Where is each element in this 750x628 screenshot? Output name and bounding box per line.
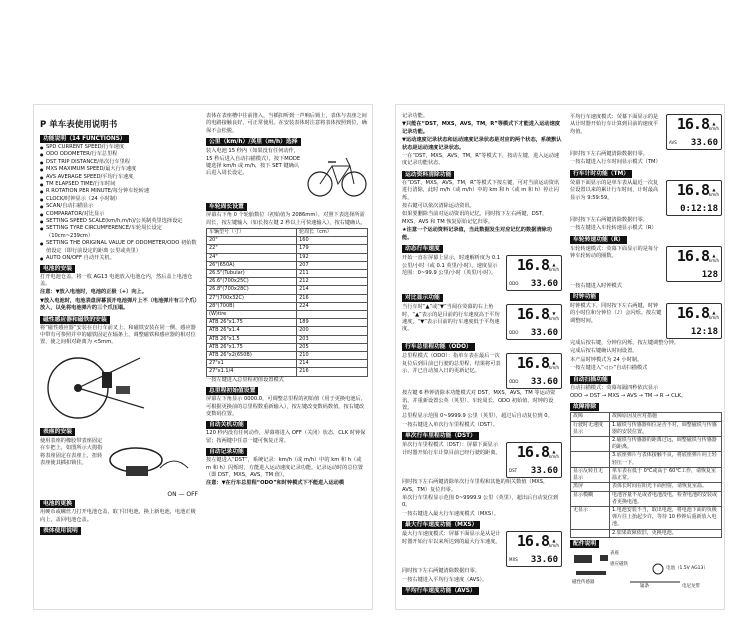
lcd-screen [666, 246, 722, 282]
avs-text: 平均行车速度模式：荧幕下面显示的是从计时器开始行车计算到目前的速度平均值。 [570, 114, 659, 135]
r-text: 车轮转速模式：荧幕下面显示的是每分钟车轮转动的圈数。 [570, 245, 659, 260]
odo-text-4: 一按右键进入单次行车里程模式（DST）。 [402, 421, 499, 428]
function-item: ● SPD CURRENT SPEED/行车速度 [40, 144, 198, 151]
part-bracket-label: 表座 [610, 550, 619, 556]
table-cell [297, 311, 368, 319]
odo-init-header: 总里程初始值设置 [206, 387, 258, 395]
table-cell: 212 [297, 278, 368, 286]
table-row [207, 261, 368, 269]
table-cell: 2.磁铁与传感器的距离过远，调整磁铁与传感器的距离。 [610, 437, 722, 452]
lcd-mode: ODO [509, 378, 519, 384]
mxs-text-2: 同时按下左右两键清除数据归零。 [402, 568, 480, 575]
battery-header: 电池的安装 [40, 265, 75, 273]
lcd-lower: 33.60 [690, 138, 718, 148]
lcd-lower: 33.60 [530, 279, 558, 290]
holder-header: 表座的安装 [40, 428, 75, 436]
lcd-lower: 128 [701, 269, 718, 280]
lcd-unit-label: km/h [708, 126, 719, 131]
table-row [571, 452, 722, 467]
tm-text: 荧幕下面显示的是单车表从最近一次复位设置以来的累计行车时间，计时最高显示为 9:59:59。 [570, 179, 659, 201]
lcd-screen [666, 303, 722, 339]
table-header-cell: 故障原因及应对措施 [610, 413, 722, 421]
lcd-unit-label: km/h [548, 454, 559, 460]
table-header-cell: 轮周长（cm） [297, 229, 368, 237]
press-text: 一在“DST，MXS，AVS，TM，R”等模式下，按动左键，进入运动速度记录功能状态。 [402, 153, 560, 167]
table-row [207, 245, 368, 253]
battery-note-2: ▼放入电池时，电池表盘屏幕顶开电池弹片上不（电池弹片有三个爪）放入，以免将电池弹片的三个爪压塌。 [40, 297, 198, 312]
clock-text: 时钟模式下，同时按下左右两键，时钟的小时位和分钟位（♪）会闪烁。按左键调整时间。 [570, 303, 662, 324]
clear-text: 在“DST，MXS，AVS，TM，R”等模式下按左键，可对当前运动资讯进行清除，此时 m/h（或 m/h）中的 km 和 h（或 m 和 h）停止闪烁。 [402, 179, 560, 201]
table-cell: 27"(700x32C) [207, 294, 297, 302]
speed-text: 开始一直在屏幕上显示，时速解析度为 0.1 公里/小时（或 0.1 英里/小时）。速度显示范围：0~99.9 公里/小时（英里/小时）。 [402, 255, 501, 276]
left-column-2 [206, 113, 368, 489]
trouble-header: 故障排除 [570, 403, 599, 411]
lcd-trend: ▲ [552, 360, 556, 366]
part-magnet-label: 感应磁铁 [610, 561, 628, 567]
lcd-unit [549, 538, 559, 548]
table-row [207, 302, 368, 310]
clock-text-2: 完成后按右键，分钟位闪烁，按左键调整分钟。 [570, 340, 679, 347]
tm-text-2: 同时按下左右两键清除数据归零。 [570, 216, 648, 223]
lcd-speed: 16.8 [676, 246, 709, 265]
lcd-lower: 12:18 [690, 327, 718, 338]
odo-text-3: 总里程显示范围 0~9999.9 公里（英里），超过后自动复位到 0。 [402, 413, 553, 420]
clock-text-3: 完成后按右键确认时间设置。 [570, 348, 638, 355]
function-item: ● ODO ODOMETER/行车总里程 [40, 151, 198, 158]
lcd-unit-label: km/h [708, 257, 719, 263]
record-note: 注意：▼在行车总里程“ODO”和时钟模式下不能进入运动模 [206, 480, 345, 487]
table-header-cell: 车辆型号（寸） [207, 229, 297, 237]
comparator-text: 当行车时“▲”或“▼”当阅在荧幕的右上角时，“▲”表示的是目前的行车速度高于平均速度，“▼”表示目前的行车速度低于平均速度。 [402, 304, 500, 333]
clear-note: ★注意一个运动资料记录值，当此数据发生对应记忆的数据清除功能。 [402, 227, 552, 241]
table-row [207, 343, 368, 351]
table-row [207, 311, 368, 319]
dst-text: 单次行车里程模式（DST）：屏幕下面显示计时器开始行车计算目前已经行驶的距离。 [402, 442, 501, 456]
note-a: ▼只能在“DST，MXS，AVS，TM，R”等模式下才能进入运动速度记录功能。 [402, 121, 560, 135]
lcd-trend: ▲ [712, 186, 716, 192]
lcd-mode: MXS [509, 556, 518, 562]
left-column-1 [40, 113, 198, 536]
lcd-speed: 16.8 [516, 305, 549, 324]
part-sensor-label: 磁性传感器 [572, 579, 595, 585]
table-row [207, 294, 368, 302]
part-spoke-label: 辐条 [640, 583, 649, 589]
tm-text-3: 一按左键进入车轮转速显示模式（R） [570, 225, 657, 232]
scan-header: 自动扫描功能 [570, 376, 611, 384]
lcd-mode: DST [509, 467, 518, 473]
avs-header: 平均行车速度功能（AVS） [402, 587, 479, 595]
table-cell: 电池容量不足或者电池没电，检查电池的安装或者更换电池。 [610, 491, 722, 506]
sensor-header: 磁性感应器和磁铁的安装 [40, 316, 110, 324]
clear-text-2: 按右键可以依次清除运动资讯。 [402, 203, 475, 210]
table-cell: 26.8"(700x28C) [207, 286, 297, 294]
lcd-screen [506, 531, 562, 567]
lcd-unit [709, 121, 719, 131]
table-cell [571, 529, 610, 537]
table-row [571, 491, 722, 506]
table-row [207, 253, 368, 261]
table-cell: 216 [297, 294, 368, 302]
function-item: ● CLOCK/时钟显示（24 小时制） [40, 196, 198, 203]
lcd-speed: 16.8 [676, 115, 709, 133]
clock-header: 时钟功能 [570, 293, 599, 301]
table-row [571, 483, 722, 491]
lcd-trend: ▲ [712, 121, 716, 126]
unit-text: 装入电池 15 秒内（如果没有任何动作，15 秒后进入自动扫描模式），按下MODE 键选择 km/h 或 m/h，按下 SET 键确认后进入周长设定。 [206, 148, 301, 177]
holder-text: 使用表座的橡胶带表座固定在车把上，如图所示大拇指将表座固定在表座上，扭转表座使其插扣锁住。 [40, 437, 103, 466]
trouble-table [570, 412, 722, 537]
manual-title: P 单车表使用说明书 [40, 120, 118, 130]
lcd-unit [709, 310, 719, 320]
cont-text: 记录功能。 [402, 113, 428, 119]
lcd-speed: 16.8 [516, 532, 549, 551]
table-cell: 行驶时无速度显示 [571, 421, 610, 436]
lcd-screen [666, 114, 722, 150]
lcd-mode: ODO [509, 329, 519, 335]
clear-header: 运动资料清除功能 [402, 171, 454, 179]
note-b: ▼运动速度记录状态和运动速度记录状态是对应的两个状态，系统默认状态是运动速度记录状态。 [402, 137, 562, 151]
lcd-speed: 16.8 [676, 180, 709, 199]
tm-header: 行车计时功能（TM） [570, 170, 632, 178]
table-cell: 210 [297, 352, 368, 360]
on-off-label: ON — OFF [167, 490, 198, 498]
lcd-screen [506, 255, 562, 291]
lcd-mode: ODO [509, 280, 519, 286]
part-ties-label: 电尼龙带 [682, 583, 700, 589]
table-row [207, 278, 368, 286]
lcd-mode: AVS [669, 139, 677, 145]
table-row [207, 270, 368, 278]
auto-off-header: 自动关机功能 [206, 421, 247, 429]
mxs-text-3: 一按右键进入平均行车速度（AVS）。 [402, 576, 488, 583]
function-item: ● SETTING TYRE CIRCUMFERENCE/车轮周长设定（10cm~239cm） [40, 225, 198, 240]
function-item: ● AVS AVERAGE SPEED/平均行车速度 [40, 174, 198, 181]
scan-text: 自动扫描模式：荧幕每隔四秒依次显示 [570, 384, 659, 391]
clock-text-5: 一按左键进入“◁ ▷”自动扫描模式 [570, 365, 648, 372]
battery-text: 打开电池仓盖，将一枚 AG13 电池放入电池仓内，然后盖上电池仓盖。 [40, 273, 193, 287]
function-item: ● SCAN/自动扫描显示 [40, 203, 198, 210]
table-cell: 200 [297, 327, 368, 335]
table-row [207, 286, 368, 294]
table-cell: 无显示 [571, 506, 610, 529]
function-item: ● DST TRIP DISTANCE/单次行车里程 [40, 159, 198, 166]
lcd-unit [549, 360, 559, 370]
lcd-unit [709, 253, 719, 263]
table-cell: 203 [297, 335, 368, 343]
lcd-unit-label: km/h [708, 315, 719, 321]
r-header: 车轮转速功能（R） [570, 236, 627, 244]
odo-text-2: 按左键 6 秒钟清除本功能模式对 DST，MXS，AVS，TM 等运动资讯，并重新设置公英（英里）、车轮周长、ODO 初始值、时钟的设置。 [402, 390, 556, 411]
functions-list [40, 144, 198, 263]
functions-header: 功能说明（14 FUNCTIONS） [40, 135, 129, 143]
table-cell: ATB 26"x1.5 [207, 335, 297, 343]
odo-header: 行车总里程功能（ODO） [402, 343, 475, 351]
table-cell [571, 437, 610, 452]
mxs-text: 最大行车速度模式：屏幕下面显示是从是计时器开始行车以来所达到的最大行车速度。 [402, 531, 501, 545]
table-cell: 表体长时间在阳光下面照射，请恢复室温。 [610, 483, 722, 491]
function-item: ● SETTING THE ORIGINAL VALUE OF ODOMETER/ODO 初始数值设定（即行前设定的距离 公里或英里） [40, 240, 198, 255]
table-header-row [571, 413, 722, 421]
table-cell: 28"(700B) [207, 302, 297, 310]
table-row [207, 335, 368, 343]
lcd-unit [549, 262, 559, 272]
table-cell: 216 [297, 368, 368, 376]
table-row [207, 360, 368, 368]
table-row [207, 352, 368, 360]
tyre-header: 车轮周长设置 [206, 203, 247, 211]
lcd-trend: ▲ [552, 262, 556, 268]
table-cell: 黑屏 [571, 483, 610, 491]
part-battery-label: 电池（1.5V AG13） [666, 565, 708, 571]
battery-replace-header: 电池的更换 [40, 500, 75, 508]
table-cell: 224 [297, 302, 368, 310]
table-cell: (W)tire [207, 311, 297, 319]
manual-page-left [33, 104, 373, 610]
lcd-speed: 16.8 [516, 354, 549, 373]
table-cell: 显示模糊 [571, 491, 610, 506]
unit-header: 公里（km/h）/英里（m/h）选择 [206, 138, 301, 146]
lcd-speed: 16.8 [516, 256, 549, 275]
right-column-2 [570, 113, 722, 589]
battery-note-1: 注意：▼放入电池时，电池的正极（+）向上。 [40, 289, 147, 296]
table-cell: 显示反转且无显示 [571, 467, 610, 482]
lcd-lower: 33.60 [530, 466, 558, 477]
lcd-speed: 16.8 [516, 443, 549, 462]
lcd-screen [506, 442, 562, 478]
lcd-unit [709, 187, 719, 197]
lcd-screen [506, 304, 562, 340]
dst-text-3: 单次行车里程显示范围 0~9999.9 公里（英里），超出后自动复位到 0。 [402, 494, 559, 509]
lcd-speed: 16.8 [676, 304, 709, 323]
table-cell: ATB 26"x1.75 [207, 319, 297, 327]
function-item: ● MXS MAXIMUM SPEED/最大行车速度 [40, 166, 198, 173]
lcd-trend: ▲ [712, 310, 716, 316]
lcd-unit-label: km/h [548, 267, 559, 273]
table-cell: 2.如果故障依旧，更换电池。 [610, 529, 722, 537]
table-cell: 1.磁铁与传感器相位是否不对，调整磁铁与传感器的安装位置。 [610, 421, 722, 436]
lcd-lower: 33.60 [530, 555, 558, 566]
odo-text: 总里程模式（ODO）：指单车表在最后一次复位后到目前已行驶的总里程，结果将可表示，并已自动加入日的更新记忆。 [402, 353, 501, 374]
table-cell: 211 [297, 270, 368, 278]
lcd-trend: ▲ [552, 538, 556, 544]
table-cell: 205 [297, 343, 368, 351]
table-row [207, 237, 368, 245]
right-column-1 [402, 113, 562, 596]
dst-header: 单次行车里程功能（DST） [402, 432, 479, 440]
table-row [571, 506, 722, 529]
battery-replace-text: 用硬币或螺丝刀打开电池仓盖，取下旧电池，换上新电池，电池正极向上，盖回电池仓盖。 [40, 509, 196, 523]
sensor-diagram-icon [40, 348, 150, 426]
table-header-cell: 故障 [571, 413, 610, 421]
auto-off-text: 120 秒内没有任何动作，屏幕将进入 OFF（关闭）状态，CLK 时钟保留；按两键中任意一键可恢复正常。 [206, 430, 366, 444]
table-cell: 22" [207, 245, 297, 253]
r-text-2: 一按右键进入时钟模式 [570, 282, 622, 289]
table-cell: ATB 26"x1.4 [207, 327, 297, 335]
lcd-unit-label: km/h [548, 316, 559, 322]
table-cell: ATB 26"x1.75 [207, 343, 297, 351]
table-cell: 27"x1 [207, 360, 297, 368]
function-item: ● R ROTATION PER MINUTE/每分钟车轮转速 [40, 188, 198, 195]
usage-header: 表体使用说明 [40, 527, 81, 535]
bicycle-icon [306, 148, 368, 200]
table-cell: 1.电池安装不当，取出电池，将电池下面的负极弹片往上抬起少许，等待 10 秒钟后重新放入电池。 [610, 506, 722, 529]
table-cell: 24" [207, 253, 297, 261]
lcd-unit-label: km/h [708, 191, 719, 197]
table-cell: 179 [297, 245, 368, 253]
lcd-unit [549, 311, 559, 321]
parts-diagram [570, 549, 722, 589]
lcd-unit [549, 449, 559, 459]
speed-header: 动态行车速度 [402, 245, 443, 253]
table-cell: 26"(650A) [207, 261, 297, 269]
table-cell: 189 [297, 319, 368, 327]
lcd-lower: 33.60 [530, 328, 558, 339]
table-cell: 3.底座弹片与表体接触不良，将底座弹片向上轻轻压一下。 [610, 452, 722, 467]
mxs-header: 最大行车速度功能（MXS） [402, 521, 480, 529]
record-text: 按左键进入“DST”，系统记录：km/h（或 m/h）中的 km 和 h（或 m 和 h）闪烁时，方能进入运动速度记录功能。记录运动时的总位置（即 DST，MXS，AVS，TM 值）。 [206, 457, 363, 478]
scan-sequence: ODO → DST → MXS → AVS → TM → R → CLK。 [570, 393, 687, 400]
clock-text-4: 本产品时钟模式为 24 小时制。 [570, 356, 643, 363]
comparator-header: 对比显示功能 [402, 294, 443, 302]
table-cell: 20" [207, 237, 297, 245]
table-row [571, 467, 722, 482]
function-item: ● TM ELAPSED TIME/行车时间 [40, 181, 198, 188]
lcd-lower: 33.60 [530, 377, 558, 388]
table-cell: 27"x1.1/4 [207, 368, 297, 376]
lcd-screen [506, 353, 562, 389]
tyre-text: 屏幕右下角 0 个轮胎数位（初始值为 2086mm），对照下表选择所需周长，按左键输入（如长按左键 2 秒以上可快速输入），按右键确认。 [206, 212, 366, 226]
lcd-trend: ▲ [712, 252, 716, 258]
lcd-trend: ▲ [552, 449, 556, 455]
table-row [207, 319, 368, 327]
table-cell: 单车表在低于 0℃或高于 60℃工作，请恢复室温正常。 [610, 467, 722, 482]
after-table-text: 一按左键进入总里程初值设置模式 [206, 376, 284, 383]
intro-text: 表体在表座槽中往前推入，当插扣听到一声响后锁上，表体与表座之间的电路接触良好，可正常使用。在安装表体时注意将表体按照到位，确保不会松脱。 [206, 113, 367, 134]
function-item: ● AUTO ON/OFF 自动开关机。 [40, 255, 198, 262]
tyre-table [206, 228, 368, 377]
dst-text-2: 同时按下左右两键清除单次行车里程和其他的相关数值（MXS，AVS，TM）复位归零。 [402, 479, 549, 493]
table-row [571, 421, 722, 436]
table-row [571, 437, 722, 452]
table-cell: 214 [297, 286, 368, 294]
table-row [207, 327, 368, 335]
record-header: 自动记录功能 [206, 448, 247, 456]
function-item: ● SETTING SPEED SCALE(km/h,m/h)/公英制英里选择设定 [40, 218, 198, 225]
table-header-row [207, 229, 368, 237]
avs-text-2: 同时按下左右两键清除数据归零。 [570, 151, 648, 157]
table-cell: 26.5"(Tubular) [207, 270, 297, 278]
lcd-trend: ▼ [552, 311, 556, 317]
sensor-text: 将“磁性感应器”安装在自行车前叉上，和磁铁安装在同一侧，感应器中带有可参照并中的磁铁固定在辐条上，调整磁铁和感应器的相对位置，使之间相对距离为 <5mm。 [40, 324, 196, 346]
lcd-screen [666, 180, 722, 216]
table-cell: 192 [297, 253, 368, 261]
clear-text-3: 如果要删除当前对运动资讯的记忆，同时按下左右两键，DST，MXS，AVS 和 TM 恢复原始记忆归零。 [402, 211, 548, 225]
table-cell [571, 452, 610, 467]
table-cell: 26.6"(700x25C) [207, 278, 297, 286]
holder-diagram-icon [108, 438, 194, 490]
table-cell: 214 [297, 360, 368, 368]
dst-text-4: 一按右键进入最大行车速度模式（MXS）。 [402, 510, 499, 517]
manual-page-right [395, 104, 725, 610]
lcd-unit-label: km/h [548, 365, 559, 371]
table-row [207, 368, 368, 376]
table-cell: ATB 26"x2(650B) [207, 352, 297, 360]
odo-init-text: 屏幕左下角显示 0000.0，可调整总里程的初始值（用于更换电池后，可根据更换前的总里程数重新输入），按左键改变数码数值，按右键改变数码位置。 [206, 396, 366, 417]
table-cell: 160 [297, 237, 368, 245]
lcd-lower: 0:12:18 [680, 203, 718, 214]
avs-text-3: 一按右键进入行车时间显示模式（TM） [570, 159, 661, 166]
function-item: ● COMPARATOR/对比显示 [40, 211, 198, 218]
parts-header: 配件说明 [570, 540, 599, 548]
lcd-unit-label: km/h [548, 543, 559, 549]
table-row [571, 529, 722, 537]
table-cell: 207 [297, 261, 368, 269]
